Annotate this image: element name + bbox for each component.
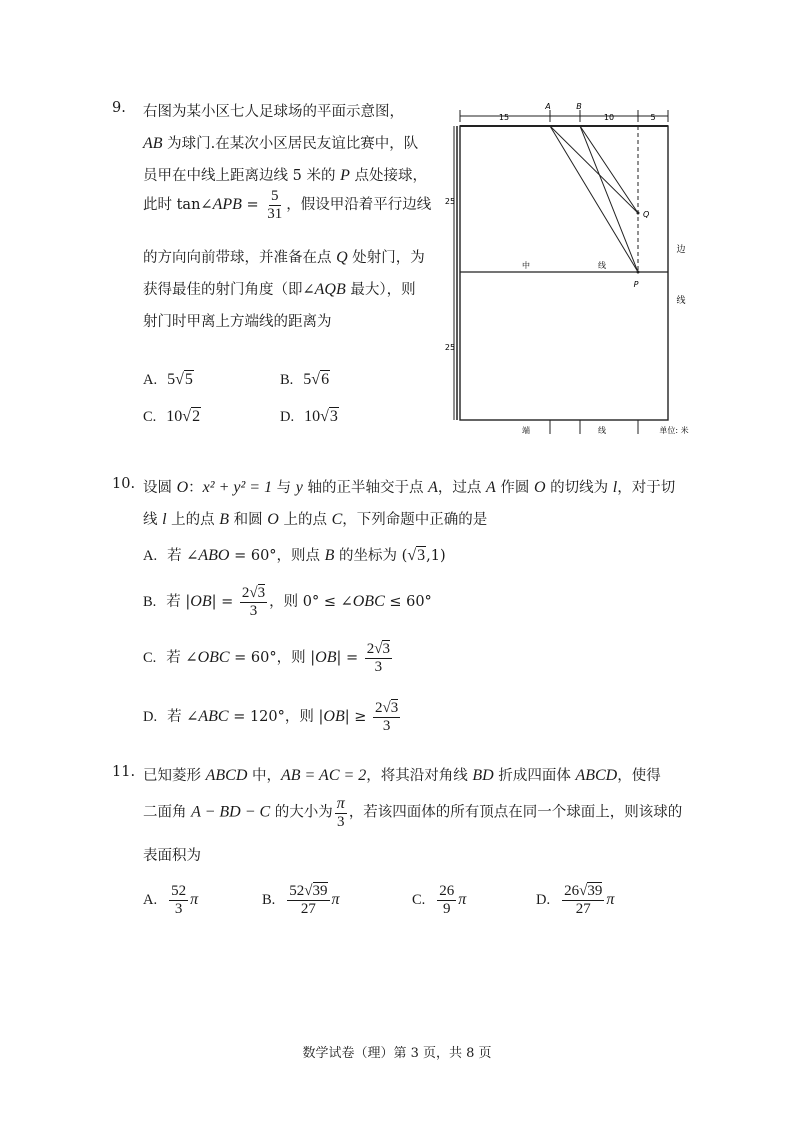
page-footer: 数学试卷（理）第 3 页，共 8 页	[302, 1046, 492, 1061]
q11-line-2: 二面角 A − BD − C 的大小为 $\frac{\pi}{3}$ ，若该四面体的所有顶点在同一个球面上，则该球的	[143, 795, 683, 830]
q11-option-b: B. $\frac{52√39}{27}$ π	[262, 883, 340, 917]
fraction: $\frac{2√3}{3}$	[366, 641, 390, 675]
q9-option-d: D. 10√3	[280, 408, 338, 425]
field-boundary	[460, 126, 668, 420]
q9-line-2: AB 为球门.在某次小区居民友谊比赛中，队	[143, 135, 419, 152]
point-q	[637, 212, 640, 215]
sideline-char-1: 边	[676, 245, 686, 255]
q11-line-1: 已知菱形 ABCD 中，AB = AC = 2，将其沿对角线 BD 折成四面体 ABCD，使得	[143, 767, 661, 784]
q9-line-1: 右图为某小区七人足球场的平面示意图，	[143, 104, 404, 120]
football-field-diagram	[446, 100, 696, 440]
midline-char-1: 中	[522, 261, 530, 270]
question-number: 10.	[112, 476, 136, 492]
q11-option-c: C. $\frac{26}{9}$ π	[412, 883, 467, 917]
dim-label-10: 10	[603, 113, 615, 122]
q11-line-3: 表面积为	[143, 848, 201, 864]
point-b-label: B	[576, 102, 582, 111]
q10-option-c: C. 若 ∠OBC = 60°，则 |OB| = $\frac{2√3}{3}$	[143, 641, 390, 675]
endline-char-2: 线	[598, 426, 606, 435]
question-number: 9.	[112, 100, 126, 116]
endline-char-1: 端	[522, 426, 530, 435]
q9-line-4: 此时 tan∠APB = $\frac{5}{31}$ ，假设甲沿着平行边线	[143, 188, 432, 222]
midline-char-2: 线	[598, 261, 606, 270]
q9-line-5: 的方向向前带球，并准备在点 Q 处射门，为	[143, 249, 425, 266]
question-number: 11.	[112, 764, 136, 780]
q9-option-c: C. 10√2	[143, 408, 201, 425]
line-b-to-p	[580, 126, 638, 272]
fraction: $\frac{2√3}{3}$	[241, 585, 266, 619]
q9-option-b: B. 5√6	[280, 371, 330, 388]
q10-option-b: B. 若 |OB| = $\frac{2√3}{3}$ ，则 0° ≤ ∠OBC ≤ 60°	[143, 585, 432, 619]
q11-option-d: D. $\frac{26√39}{27}$ π	[536, 883, 615, 917]
dim-label-15: 15	[498, 113, 510, 122]
q10-option-a: A. 若 ∠ABO = 60°，则点 B 的坐标为 (√3,1)	[143, 547, 446, 564]
q9-line-3: 员甲在中线上距离边线 5 米的 P 点处接球，	[143, 167, 427, 184]
q10-option-d: D. 若 ∠ABC = 120°，则 |OB| ≥ $\frac{2√3}{3}$	[143, 700, 399, 734]
point-p	[637, 271, 640, 274]
point-p-label: P	[633, 280, 639, 289]
dim-label-5: 5	[650, 113, 656, 122]
sideline-char-2: 线	[676, 296, 686, 306]
fraction: $\frac{\pi}{3}$	[336, 795, 345, 830]
fraction: $\frac{2√3}{3}$	[374, 700, 399, 734]
unit-label: 单位: 米	[659, 426, 689, 435]
q9-line-7: 射门时甲离上方端线的距离为	[143, 314, 332, 330]
side-dim-lower-label: 25	[444, 343, 456, 352]
q11-option-a: A. $\frac{52}{3}$ π	[143, 883, 199, 917]
point-q-label: Q	[643, 210, 650, 219]
q9-option-a: A. 5√5	[143, 371, 193, 388]
side-dim-upper-label: 25	[444, 197, 456, 206]
q10-line-1: 设圆 O：x² + y² = 1 与 y 轴的正半轴交于点 A，过点 A 作圆 O 的切线为 l，对于切	[143, 479, 676, 496]
tan-fraction: $\frac{5}{31}$	[267, 188, 283, 222]
q10-line-2: 线 l 上的点 B 和圆 O 上的点 C，下列命题中正确的是	[143, 511, 488, 528]
q9-line-6: 获得最佳的射门角度（即∠AQB 最大），则	[143, 281, 416, 298]
point-a-label: A	[545, 102, 551, 111]
